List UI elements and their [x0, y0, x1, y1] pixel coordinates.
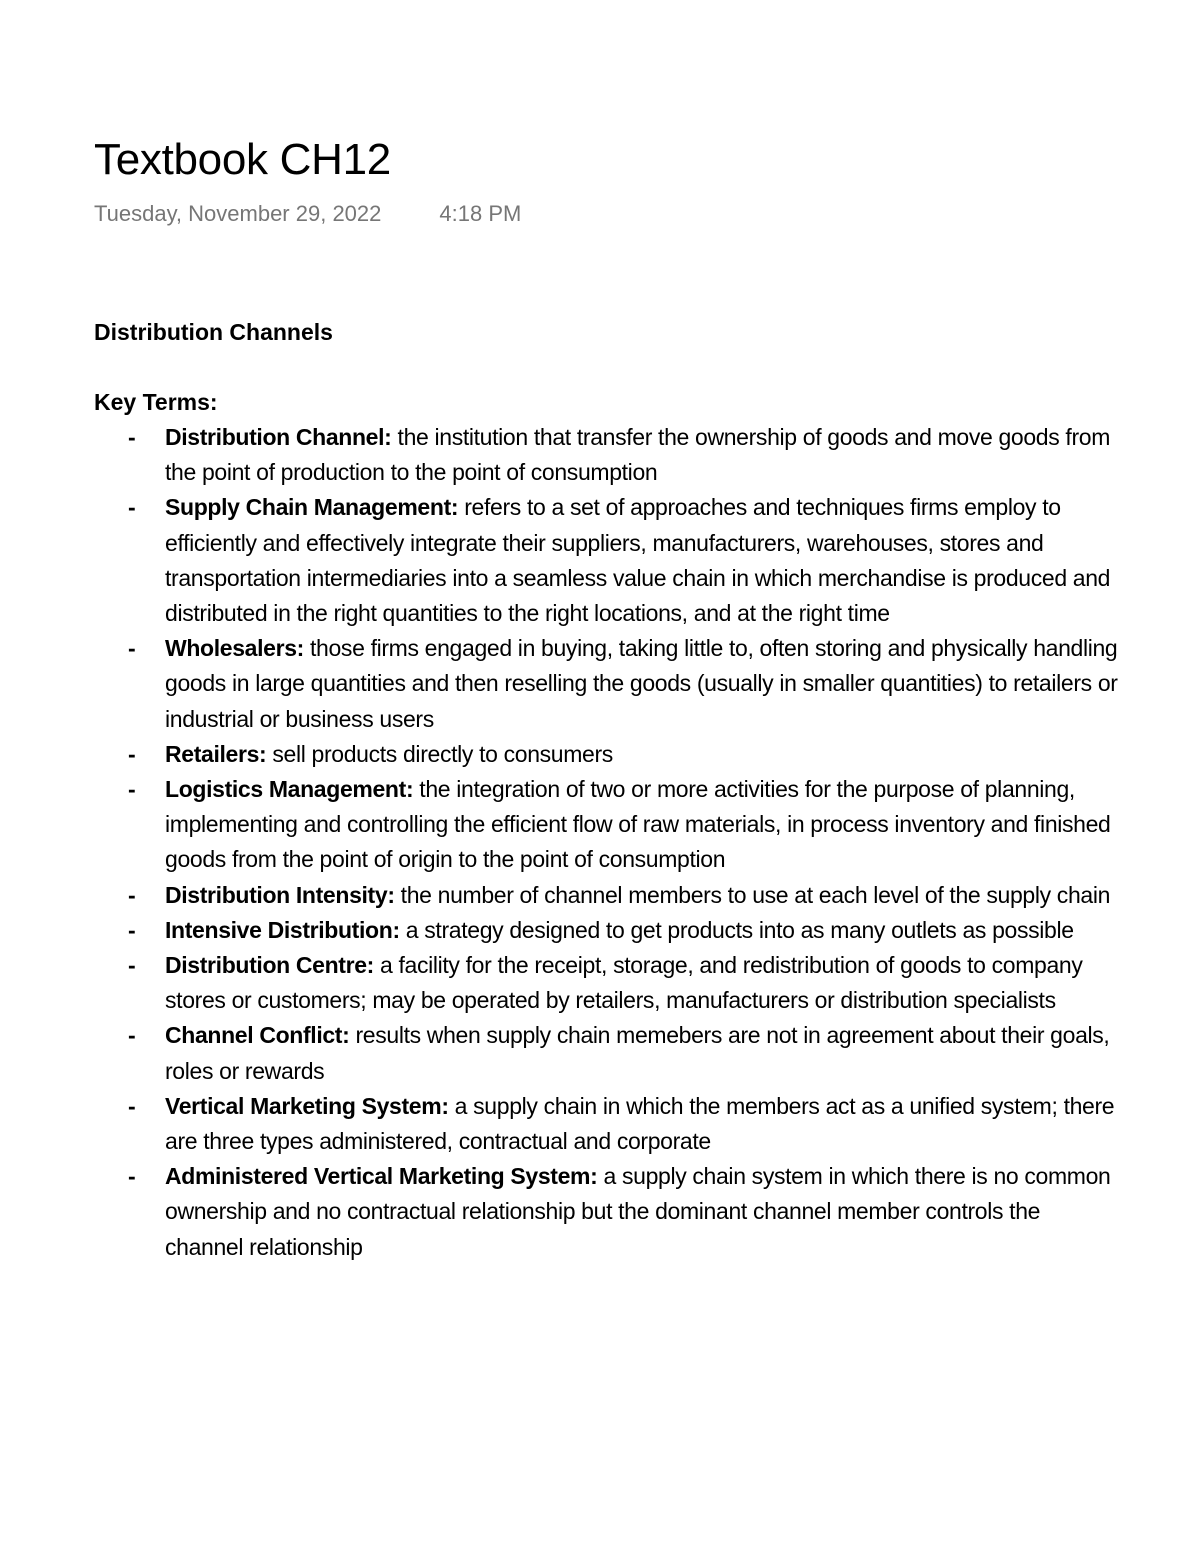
term-separator: :	[296, 635, 304, 662]
term-definition: the number of channel members to use at each level of the supply chain	[394, 881, 1111, 908]
section-heading: Distribution Channels	[94, 319, 333, 345]
term-definition: refers to a set of approaches and techniques firms employ to efficiently and effectively integrate their suppliers, manufacturers, warehouses, stores and transportation intermediaries into a seamless value chain in which merchandise is produced and distributed in the right quantities to the right locations, and at the right time	[165, 494, 1111, 627]
term-separator: :	[450, 494, 459, 521]
term-item	[94, 913, 1124, 948]
bullet-dash: -	[128, 740, 136, 767]
key-terms-list	[94, 420, 1124, 1265]
term-item	[94, 1089, 1124, 1159]
term-definition: sell products directly to consumers	[266, 740, 613, 767]
term-definition: a strategy designed to get products into as many outlets as possible	[399, 916, 1074, 943]
term-separator: :	[590, 1163, 598, 1190]
term-name: Administered Vertical Marketing System	[165, 1163, 591, 1190]
term-separator: :	[405, 776, 414, 803]
term-name: Supply Chain Management	[165, 494, 451, 521]
bullet-dash: -	[128, 1163, 136, 1190]
term-definition: a facility for the receipt, storage, and redistribution of goods to company stores or customers; may be operated by retailers, manufacturers or distribution specialists	[165, 952, 1083, 1014]
page-time: 4:18 PM	[439, 201, 522, 226]
bullet-dash: -	[128, 952, 136, 979]
term-item	[94, 737, 1124, 772]
term-definition: a supply chain system in which there is no common ownership and no contractual relationship but the dominant channel member controls the channel relationship	[165, 1163, 1111, 1260]
bullet-dash: -	[128, 1022, 136, 1049]
term-separator: :	[441, 1092, 449, 1119]
bullet-dash: -	[128, 424, 136, 450]
term-definition: those firms engaged in buying, taking little to, often storing and physically handling goods in large quantities and then reselling the goods (usually in smaller quantities) to retailers or industrial or business users	[165, 635, 1118, 732]
term-item	[94, 878, 1124, 913]
bullet-dash: -	[128, 1092, 136, 1119]
term-item	[94, 948, 1124, 1018]
term-definition: results when supply chain memebers are not in agreement about their goals, roles or rewards	[165, 1022, 1110, 1084]
page-timestamp	[94, 200, 521, 228]
term-name: Intensive Distribution	[165, 916, 393, 943]
term-name: Channel Conflict	[165, 1022, 343, 1049]
key-terms-label: Key Terms:	[94, 389, 218, 415]
bullet-dash: -	[128, 494, 136, 521]
term-name: Distribution Channel	[165, 424, 385, 450]
bullet-dash: -	[128, 635, 136, 662]
term-separator: :	[384, 424, 392, 450]
term-name: Retailers	[165, 740, 260, 767]
page-date: Tuesday, November 29, 2022	[94, 201, 382, 226]
term-definition: the integration of two or more activities for the purpose of planning, implementing and controlling the efficient flow of raw materials, in process inventory and finished goods from the point of origin to the point of consumption	[165, 776, 1111, 873]
term-item	[94, 631, 1124, 737]
term-item	[94, 490, 1124, 631]
term-separator: :	[392, 916, 400, 943]
term-name: Distribution Centre	[165, 952, 367, 979]
term-item	[94, 1018, 1124, 1088]
bullet-dash: -	[128, 916, 136, 943]
term-separator: :	[366, 952, 374, 979]
term-name: Vertical Marketing System	[165, 1092, 442, 1119]
term-item	[94, 420, 1124, 490]
bullet-dash: -	[128, 881, 136, 908]
page-title: Textbook CH12	[94, 135, 391, 184]
bullet-dash: -	[128, 776, 136, 803]
term-name: Wholesalers	[165, 635, 297, 662]
term-separator: :	[259, 740, 267, 767]
term-definition: a supply chain in which the members act as a unified system; there are three types administered, contractual and corporate	[165, 1092, 1115, 1155]
term-name: Distribution Intensity	[165, 881, 388, 908]
term-name: Logistics Management	[165, 776, 406, 803]
term-definition: the institution that transfer the ownership of goods and move goods from the point of production to the point of consumption	[165, 424, 1111, 486]
term-separator: :	[342, 1022, 350, 1049]
term-separator: :	[387, 881, 395, 908]
term-item	[94, 1159, 1124, 1265]
term-item	[94, 772, 1124, 878]
